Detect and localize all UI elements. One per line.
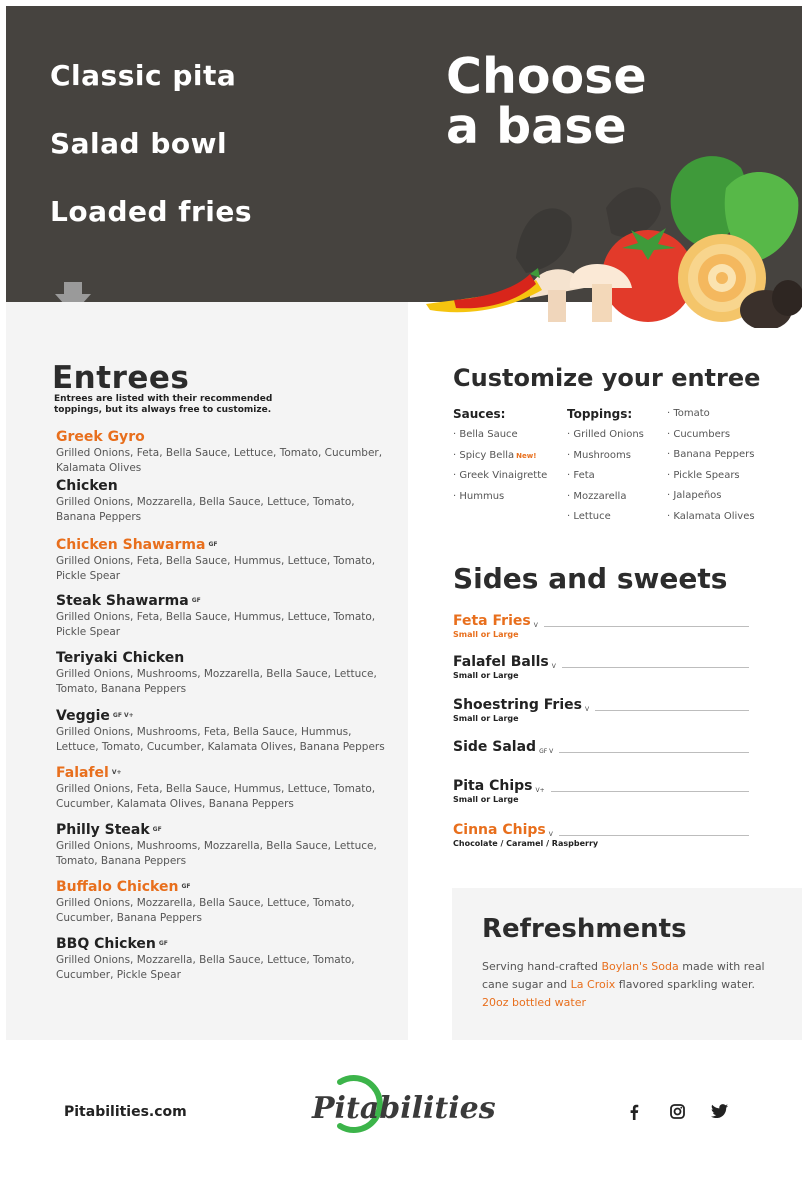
side-falafel-balls xyxy=(453,654,749,681)
entree-name-row xyxy=(56,764,396,782)
sauce-item: · Hummus xyxy=(453,490,505,502)
entree-desc: Grilled Onions, Mozzarella, Bella Sauce, Lettuce, Tomato, Cucumber, Pickle Spear xyxy=(56,954,355,981)
twitter-icon[interactable] xyxy=(711,1104,727,1120)
side-shoestring-fries xyxy=(453,697,749,724)
topping-label: Mushrooms xyxy=(573,449,631,461)
logo-wordmark: Pitabilities xyxy=(312,1091,496,1126)
sauce-label: Hummus xyxy=(459,490,505,502)
side-cinna-chips xyxy=(453,822,749,849)
refreshments-text xyxy=(482,958,772,1012)
website-link[interactable]: Pitabilities.com xyxy=(64,1104,187,1120)
entree-name: Steak Shawarma xyxy=(56,593,189,609)
topping-item: · Grilled Onions xyxy=(567,429,644,440)
topping-label: Banana Peppers xyxy=(673,449,755,460)
entree-name-row xyxy=(56,592,396,610)
side-row xyxy=(453,778,749,794)
side-name: Pita Chips xyxy=(453,778,533,794)
side-name: Shoestring Fries xyxy=(453,697,582,713)
side-divider xyxy=(562,667,749,668)
entree-tags: GF xyxy=(191,597,201,604)
vegetables-illustration xyxy=(426,148,802,328)
side-feta-fries xyxy=(453,613,749,640)
topping-label: Kalamata Olives xyxy=(673,510,755,522)
toppings-heading: Toppings: xyxy=(567,407,633,421)
side-divider xyxy=(559,752,749,753)
la-croix-highlight: La Croix xyxy=(570,978,616,991)
topping-item: · Cucumbers xyxy=(667,428,731,440)
toppings-column-1 xyxy=(567,406,644,528)
side-tags: V xyxy=(548,831,553,838)
entree-veggie xyxy=(56,707,396,764)
side-name: Falafel Balls xyxy=(453,654,549,670)
side-sub: Small or Large xyxy=(453,795,519,804)
side-name: Cinna Chips xyxy=(453,822,546,838)
topping-label: Tomato xyxy=(673,408,710,419)
topping-label: Cucumbers xyxy=(673,428,731,440)
side-tags: GF V xyxy=(539,748,554,755)
entree-name-row xyxy=(56,707,396,725)
entree-name: Greek Gyro xyxy=(56,429,145,445)
sauce-item: · Bella Sauce xyxy=(453,429,518,440)
side-divider xyxy=(595,710,749,711)
entree-desc: Grilled Onions, Mozzarella, Bella Sauce, Lettuce, Tomato, Cucumber, Banana Peppers xyxy=(56,897,355,924)
entree-desc: Grilled Onions, Feta, Bella Sauce, Hummus, Lettuce, Tomato, Cucumber, Kalamata Olives, Banana Peppers xyxy=(56,783,376,810)
base-salad-bowl: Salad bowl xyxy=(50,127,228,160)
side-row xyxy=(453,739,749,755)
entree-name: Buffalo Chicken xyxy=(56,879,179,895)
side-row xyxy=(453,822,749,838)
side-name: Feta Fries xyxy=(453,613,531,629)
side-pita-chips xyxy=(453,778,749,805)
topping-item: · Lettuce xyxy=(567,511,611,522)
sauce-label: Greek Vinaigrette xyxy=(459,470,548,481)
side-divider xyxy=(551,791,749,792)
side-tags: V xyxy=(533,622,538,629)
topping-label: Lettuce xyxy=(573,511,611,522)
side-row xyxy=(453,697,749,713)
topping-item: · Mozzarella xyxy=(567,490,627,502)
entree-desc: Grilled Onions, Mushrooms, Mozzarella, Bella Sauce, Lettuce, Tomato, Banana Peppers xyxy=(56,668,377,695)
side-sub: Chocolate / Caramel / Raspberry xyxy=(453,839,599,848)
topping-item: · Feta xyxy=(567,470,595,481)
toppings-column-2 xyxy=(667,404,755,527)
choose-title-line1: Choose xyxy=(446,48,647,105)
entree-name: Veggie xyxy=(56,708,110,724)
entree-name-row xyxy=(56,821,396,839)
entree-tags: GF xyxy=(208,541,218,548)
topping-label: Feta xyxy=(573,470,595,481)
entree-buffalo-chicken xyxy=(56,878,396,935)
entree-list xyxy=(56,428,396,992)
entree-chicken xyxy=(56,477,396,536)
topping-item: · Mushrooms xyxy=(567,449,631,461)
customize-title: Customize your entree xyxy=(453,364,761,392)
entree-tags: GF xyxy=(152,826,162,833)
entrees-title: Entrees xyxy=(52,360,190,396)
entree-name-row xyxy=(56,536,396,554)
entree-tags: GF V+ xyxy=(112,712,134,719)
side-divider xyxy=(559,835,749,836)
boylans-soda-highlight: Boylan's Soda xyxy=(601,960,679,973)
entree-falafel xyxy=(56,764,396,821)
topping-label: Mozzarella xyxy=(573,490,627,502)
choose-title-line2: a base xyxy=(446,98,627,155)
sauces-heading: Sauces: xyxy=(453,407,506,421)
base-loaded-fries: Loaded fries xyxy=(50,195,253,228)
side-sub: Small or Large xyxy=(453,714,519,723)
entree-tags: GF xyxy=(181,883,191,890)
base-classic-pita: Classic pita xyxy=(50,59,237,92)
entree-steak-shawarma xyxy=(56,592,396,649)
entree-desc: Grilled Onions, Mozzarella, Bella Sauce, Lettuce, Tomato, Banana Peppers xyxy=(56,496,355,523)
entree-tags: V+ xyxy=(111,769,122,776)
side-row xyxy=(453,654,749,670)
sauce-label: Bella Sauce xyxy=(459,429,518,440)
entree-desc: Grilled Onions, Feta, Bella Sauce, Hummus, Lettuce, Tomato, Pickle Spear xyxy=(56,611,376,638)
entree-tags: GF xyxy=(158,940,168,947)
side-sub: Small or Large xyxy=(453,671,519,680)
topping-label: Pickle Spears xyxy=(673,469,740,481)
sauce-label: Spicy Bella xyxy=(459,449,515,461)
entree-name: Chicken Shawarma xyxy=(56,537,206,553)
topping-item: · Jalapeños xyxy=(667,490,722,501)
side-divider xyxy=(544,626,749,627)
entree-philly-steak xyxy=(56,821,396,878)
entree-name: Philly Steak xyxy=(56,822,150,838)
entree-desc: Grilled Onions, Feta, Bella Sauce, Hummus, Lettuce, Tomato, Pickle Spear xyxy=(56,555,376,582)
topping-label: Jalapeños xyxy=(673,490,722,501)
refresh-text-3: flavored sparkling water. xyxy=(615,978,755,991)
side-sub: Small or Large xyxy=(453,630,519,639)
entree-desc: Grilled Onions, Mushrooms, Mozzarella, Bella Sauce, Lettuce, Tomato, Banana Peppers xyxy=(56,840,377,867)
sauce-item: · Spicy Bella $^{New!}$ xyxy=(453,449,537,461)
topping-label: Grilled Onions xyxy=(573,429,644,440)
entree-name: Falafel xyxy=(56,765,109,781)
entree-name: Teriyaki Chicken xyxy=(56,650,185,666)
instagram-icon[interactable] xyxy=(670,1104,686,1120)
bottled-water-highlight: 20oz bottled water xyxy=(482,996,586,1009)
entree-chicken-shawarma xyxy=(56,536,396,592)
refresh-text-1: Serving hand-crafted xyxy=(482,960,602,973)
entrees-subtitle: Entrees are listed with their recommended toppings, but its always free to customize. xyxy=(54,394,273,415)
pitabilities-logo xyxy=(308,1072,508,1136)
topping-item: · Pickle Spears xyxy=(667,469,740,481)
entree-name: Chicken xyxy=(56,478,118,494)
entree-name-row xyxy=(56,878,396,896)
side-name: Side Salad xyxy=(453,739,537,755)
entree-name-row xyxy=(56,935,396,953)
sauces-column xyxy=(453,406,547,507)
side-tags: V xyxy=(584,706,590,713)
entree-desc: Grilled Onions, Mushrooms, Feta, Bella Sauce, Hummus, Lettuce, Tomato, Cucumber, Kalamata Olives, Banana Peppers xyxy=(56,726,385,753)
sides-title: Sides and sweets xyxy=(453,562,728,595)
refreshments-title: Refreshments xyxy=(482,914,687,944)
topping-item: · Tomato xyxy=(667,408,710,419)
new-badge: New! xyxy=(516,451,537,460)
sauce-item: · Greek Vinaigrette xyxy=(453,470,548,481)
topping-item: · Banana Peppers xyxy=(667,449,755,460)
side-tags: V xyxy=(551,663,556,670)
entree-bbq-chicken xyxy=(56,935,396,992)
side-row xyxy=(453,613,749,629)
side-side-salad xyxy=(453,739,749,755)
facebook-icon[interactable] xyxy=(629,1104,645,1120)
entree-greek-gyro xyxy=(56,428,396,477)
topping-item: · Kalamata Olives xyxy=(667,510,755,522)
base-options xyxy=(50,58,252,262)
choose-base-title xyxy=(446,48,746,155)
entree-name: BBQ Chicken xyxy=(56,936,156,952)
refreshments-panel xyxy=(452,888,802,1040)
side-tags: V+ xyxy=(535,787,545,794)
entree-teriyaki-chicken xyxy=(56,649,396,707)
entree-desc: Grilled Onions, Feta, Bella Sauce, Lettuce, Tomato, Cucumber, Kalamata Olives xyxy=(56,447,383,474)
refresh-text-2: made with real cane sugar and xyxy=(482,960,765,991)
